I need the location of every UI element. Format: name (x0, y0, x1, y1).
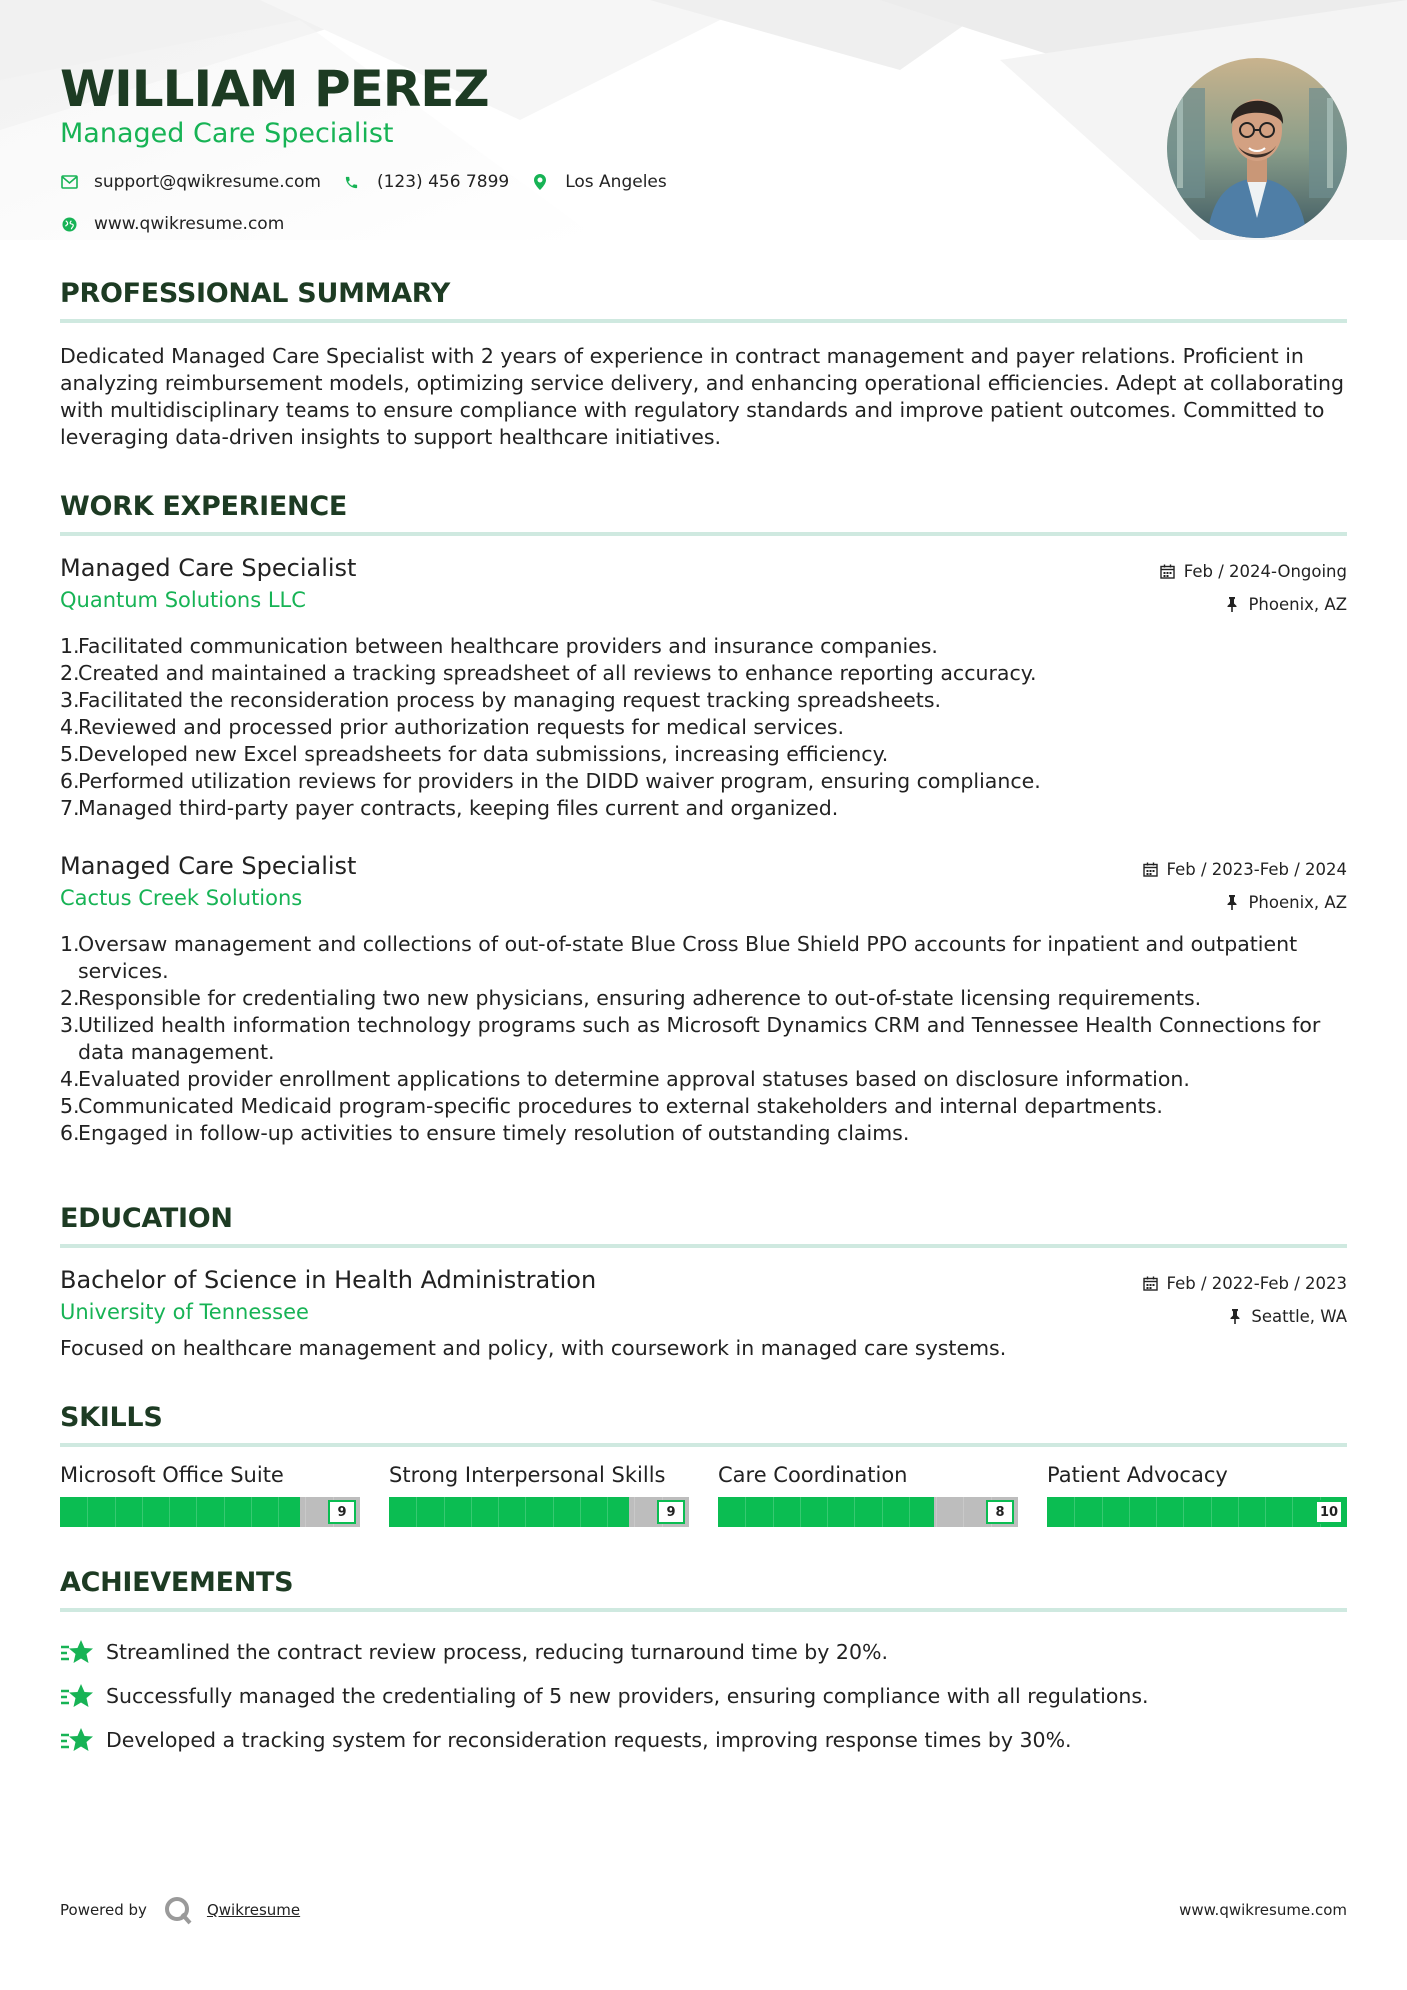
skill-segment-divider (196, 1497, 197, 1527)
skill-name: Microsoft Office Suite (60, 1463, 284, 1487)
contact-row (60, 172, 689, 192)
job-title: Managed Care Specialist (60, 852, 357, 880)
experience-heading: WORK EXPERIENCE (60, 491, 1347, 536)
skill-segment-divider (87, 1497, 88, 1527)
star-icon (60, 1726, 94, 1754)
email-contact[interactable] (60, 172, 321, 192)
skill-score: 8 (986, 1500, 1014, 1524)
skills-row (60, 1463, 1347, 1527)
skill-segment-divider (115, 1497, 116, 1527)
job-title: Managed Care Specialist (60, 554, 357, 582)
education-description: Focused on healthcare management and policy, with coursework in managed care systems. (60, 1336, 1007, 1360)
skills-heading: SKILLS (60, 1402, 1347, 1447)
job-entry (60, 554, 1347, 822)
skill-fill (60, 1497, 300, 1527)
skill-item (389, 1463, 689, 1527)
skill-segment-divider (607, 1497, 608, 1527)
skill-segment-divider (416, 1497, 417, 1527)
summary-section (60, 278, 1347, 451)
skill-score: 9 (657, 1500, 685, 1524)
skill-segment-divider (498, 1497, 499, 1527)
skill-bar (60, 1497, 360, 1527)
phone-icon (343, 173, 361, 191)
job-location: Phoenix, AZ (1248, 594, 1347, 614)
skill-segment-divider (1238, 1497, 1239, 1527)
achievement-item (60, 1630, 1347, 1674)
skill-segment-divider (800, 1497, 801, 1527)
education-dates: Feb / 2022-Feb / 2023 (1166, 1273, 1347, 1293)
list-item: 4. Evaluated provider enrollment applications to determine approval statuses based on disclosure information. (60, 1067, 1190, 1091)
phone-text: (123) 456 7899 (376, 172, 510, 192)
skills-section (60, 1402, 1347, 1527)
education-entry (60, 1266, 1347, 1362)
contact-row-website (60, 214, 306, 234)
skill-segment-divider (909, 1497, 910, 1527)
summary-heading: PROFESSIONAL SUMMARY (60, 278, 1347, 323)
skill-segment-divider (773, 1497, 774, 1527)
calendar-icon (1160, 563, 1176, 579)
achievement-text: Successfully managed the credentialing of 5 new providers, ensuring compliance with all regulations. (106, 1684, 1149, 1708)
skill-segment-divider (745, 1497, 746, 1527)
list-item: 4. Reviewed and processed prior authorization requests for medical services. (60, 715, 845, 739)
skill-item (718, 1463, 1018, 1527)
list-item: 5. Developed new Excel spreadsheets for data submissions, increasing efficiency. (60, 742, 889, 766)
website-text: www.qwikresume.com (94, 214, 285, 234)
degree-title: Bachelor of Science in Health Administration (60, 1266, 597, 1294)
website-contact[interactable] (60, 214, 284, 234)
skill-item (1047, 1463, 1347, 1527)
list-item: 1. Oversaw management and collections of out-of-state Blue Cross Blue Shield PPO accounts for inpatient and outpatient services. (60, 932, 1298, 983)
education-location: Seattle, WA (1251, 1306, 1347, 1326)
skill-segment-divider (580, 1497, 581, 1527)
skill-segment-divider (525, 1497, 526, 1527)
calendar-icon (1143, 861, 1159, 877)
skill-name: Patient Advocacy (1047, 1463, 1228, 1487)
skill-segment-divider (1183, 1497, 1184, 1527)
education-section (60, 1203, 1347, 1362)
job-dates: Feb / 2023-Feb / 2024 (1166, 859, 1347, 879)
skill-segment-divider (1265, 1497, 1266, 1527)
skill-segment-divider (634, 1497, 635, 1527)
achievement-text: Streamlined the contract review process, reducing turnaround time by 20%. (106, 1640, 888, 1664)
list-item: 6. Performed utilization reviews for providers in the DIDD waiver program, ensuring compliance. (60, 769, 1041, 793)
job-entry (60, 852, 1347, 1147)
skill-name: Care Coordination (718, 1463, 908, 1487)
skill-segment-divider (936, 1497, 937, 1527)
calendar-icon (1143, 1275, 1159, 1291)
location-contact (531, 172, 667, 192)
skill-bar (718, 1497, 1018, 1527)
experience-section (60, 491, 1347, 1147)
skill-segment-divider (1074, 1497, 1075, 1527)
skill-segment-divider (1292, 1497, 1293, 1527)
job-bullets (60, 931, 1347, 1147)
achievement-text: Developed a tracking system for reconsideration requests, improving response times by 30%. (106, 1728, 1072, 1752)
location-text: Los Angeles (565, 172, 667, 192)
job-bullets (60, 633, 1347, 822)
skill-segment-divider (882, 1497, 883, 1527)
skill-segment-divider (1156, 1497, 1157, 1527)
footer-url[interactable]: www.qwikresume.com (1179, 1901, 1347, 1919)
skill-segment-divider (169, 1497, 170, 1527)
skill-fill (389, 1497, 629, 1527)
list-item: 3. Utilized health information technology programs such as Microsoft Dynamics CRM and Tennessee Health Connections for data management. (60, 1013, 1321, 1064)
star-icon (60, 1638, 94, 1666)
powered-by-label: Powered by (60, 1901, 147, 1919)
achievements-heading: ACHIEVEMENTS (60, 1567, 1347, 1612)
skill-segment-divider (1211, 1497, 1212, 1527)
skill-segment-divider (1102, 1497, 1103, 1527)
achievement-item (60, 1674, 1347, 1718)
skill-fill (718, 1497, 934, 1527)
skill-fill (1047, 1497, 1347, 1527)
company-name: Cactus Creek Solutions (60, 886, 303, 910)
skill-bar (389, 1497, 689, 1527)
qwikresume-logo-icon (163, 1895, 193, 1925)
pushpin-icon (1227, 1308, 1243, 1324)
list-item: 7. Managed third-party payer contracts, keeping files current and organized. (60, 796, 839, 820)
skill-segment-divider (305, 1497, 306, 1527)
page-footer (60, 1895, 1347, 1925)
job-location: Phoenix, AZ (1248, 892, 1347, 912)
skill-name: Strong Interpersonal Skills (389, 1463, 666, 1487)
list-item: 2. Responsible for credentialing two new physicians, ensuring adherence to out-of-state licensing requirements. (60, 986, 1202, 1010)
list-item: 1. Facilitated communication between healthcare providers and insurance companies. (60, 634, 938, 658)
skill-segment-divider (1129, 1497, 1130, 1527)
summary-text: Dedicated Managed Care Specialist with 2 years of experience in contract management and payer relations. Proficient in analyzing reimbursement models, optimizing service delivery, and enhancing operational efficiencies. Adept at collaborating with multidisciplinary teams to ensure compliance with regulatory standards and improve patient outcomes. Committed to leveraging data-driven insights to support healthcare initiatives. (60, 344, 1345, 449)
school-name: University of Tennessee (60, 1300, 309, 1324)
profile-photo (1167, 58, 1347, 238)
achievements-list (60, 1630, 1347, 1762)
skill-segment-divider (854, 1497, 855, 1527)
job-dates: Feb / 2024-Ongoing (1183, 561, 1347, 581)
list-item: 6. Engaged in follow-up activities to ensure timely resolution of outstanding claims. (60, 1121, 910, 1145)
skill-item (60, 1463, 360, 1527)
skill-segment-divider (471, 1497, 472, 1527)
achievement-item (60, 1718, 1347, 1762)
company-name: Quantum Solutions LLC (60, 588, 306, 612)
skill-segment-divider (963, 1497, 964, 1527)
list-item: 3. Facilitated the reconsideration process by managing request tracking spreadsheets. (60, 688, 942, 712)
skill-segment-divider (142, 1497, 143, 1527)
achievements-section (60, 1567, 1347, 1762)
skill-score: 9 (328, 1500, 356, 1524)
education-heading: EDUCATION (60, 1203, 1347, 1248)
map-pin-icon (531, 173, 549, 191)
skill-segment-divider (224, 1497, 225, 1527)
skill-bar (1047, 1497, 1347, 1527)
skill-segment-divider (251, 1497, 252, 1527)
email-text: support@qwikresume.com (94, 172, 321, 192)
list-item: 5. Communicated Medicaid program-specific procedures to external stakeholders and internal departments. (60, 1094, 1163, 1118)
star-icon (60, 1682, 94, 1710)
skill-segment-divider (444, 1497, 445, 1527)
skill-segment-divider (827, 1497, 828, 1527)
resume-header (60, 0, 1347, 250)
pushpin-icon (1224, 596, 1240, 612)
skill-segment-divider (278, 1497, 279, 1527)
skill-segment-divider (553, 1497, 554, 1527)
list-item: 2. Created and maintained a tracking spreadsheet of all reviews to enhance reporting accuracy. (60, 661, 1037, 685)
envelope-icon (60, 173, 78, 191)
candidate-title: Managed Care Specialist (60, 118, 394, 149)
pushpin-icon (1224, 894, 1240, 910)
globe-icon (60, 215, 78, 233)
skill-score: 10 (1315, 1500, 1343, 1524)
brand-link[interactable]: Qwikresume (206, 1901, 301, 1919)
phone-contact[interactable] (343, 172, 509, 192)
candidate-name: WILLIAM PEREZ (60, 60, 489, 118)
